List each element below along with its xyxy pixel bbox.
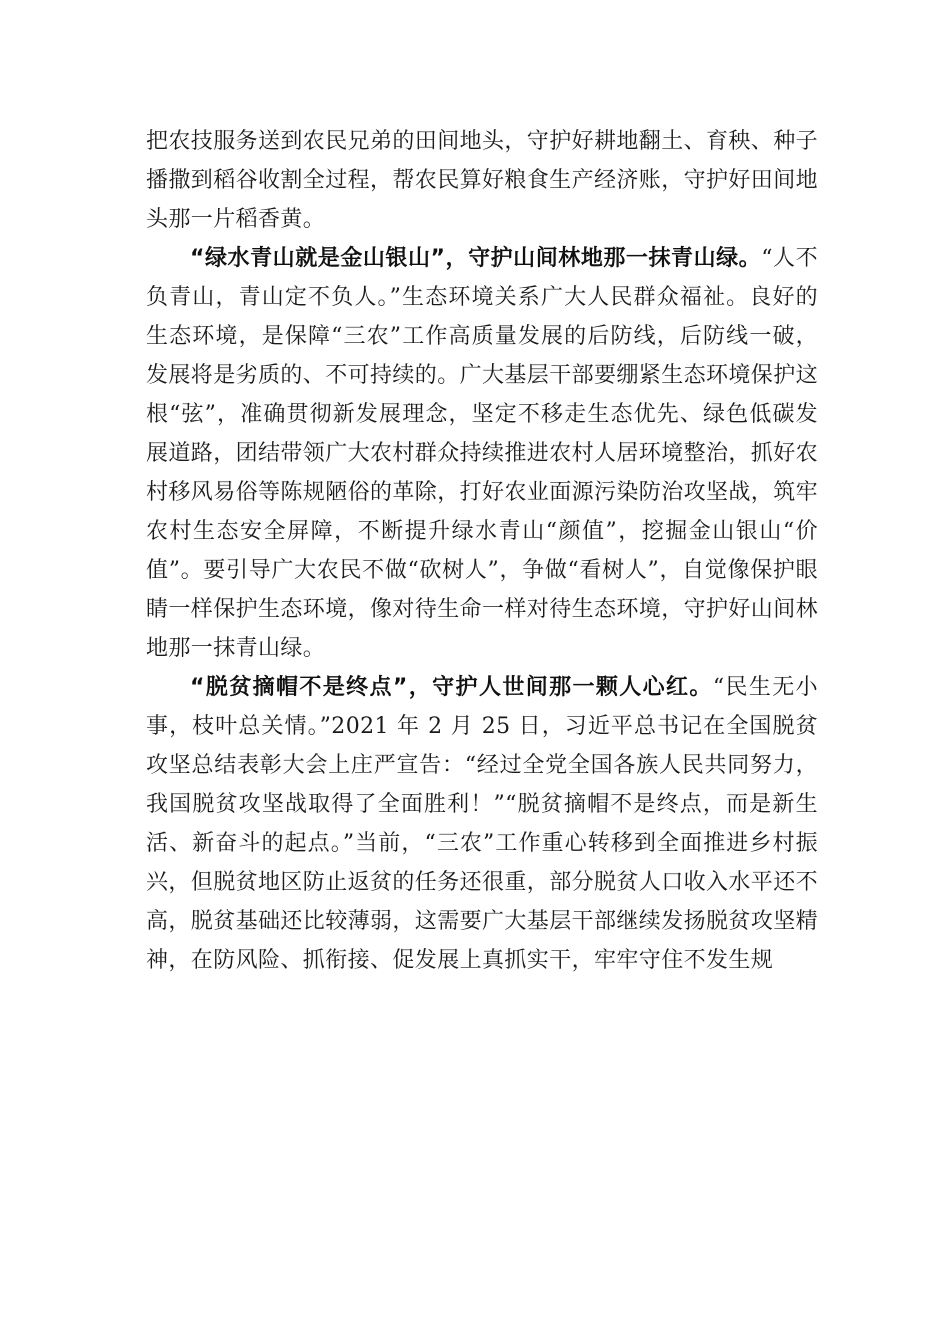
paragraph-text: “人不负青山，青山定不负人。”生态环境关系广大人民群众福祉。良好的生态环境，是保障“三农”工作高质量发展的后防线，后防线一破，发展将是劣质的、不可持续的。广大基层干部要绷紧生态环境保护这根“弦”，准确贯彻新发展理念，坚定不移走生态优先、绿色低碳发展道路，团结带领广大农村群众持续推进农村人居环境整治，抓好农村移风易俗等陈规陋俗的革除，打好农业面源污染防治攻坚战，筑牢农村生态安全屏障，不断提升绿水青山“颜值”，挖掘金山银山“价值”。要引导广大农民不做“砍树人”，争做“看树人”，自觉像保护眼睛一样保护生态环境，像对待生命一样对待生态环境，守护好山间林地那一抹青山绿。 bbox=[146, 246, 819, 661]
paragraph-poverty-alleviation bbox=[146, 668, 818, 980]
paragraph-text: “民生无小事，枝叶总关情。”2021 年 2 月 25 日，习近平总书记在全国脱贫攻坚总结表彰大会上庄严宣告：“经过全党全国各族人民共同努力，我国脱贫攻坚战取得了全面胜利！”“脱贫摘帽不是终点，而是新生活、新奋斗的起点。”当前，“三农”工作重心转移到全面推进乡村振兴，但脱贫地区防止返贫的任务还很重，部分脱贫人口收入水平还不高，脱贫基础还比较薄弱，这需要广大基层干部继续发扬脱贫攻坚精神，在防风险、抓衔接、促发展上真抓实干，牢牢守住不发生规 bbox=[146, 675, 819, 973]
paragraph-text: 把农技服务送到农民兄弟的田间地头，守护好耕地翻土、育秧、种子播撒到稻谷收割全过程，帮农民算好粮食生产经济账，守护好田间地头那一片稻香黄。 bbox=[146, 129, 819, 232]
paragraph-continuation bbox=[146, 122, 818, 239]
document-body bbox=[146, 122, 818, 980]
paragraph-green-mountains bbox=[146, 239, 818, 668]
paragraph-heading: “脱贫摘帽不是终点”，守护人世间那一颗人心红。 bbox=[190, 675, 713, 700]
paragraph-heading: “绿水青山就是金山银山”，守护山间林地那一抹青山绿。 bbox=[190, 246, 762, 271]
